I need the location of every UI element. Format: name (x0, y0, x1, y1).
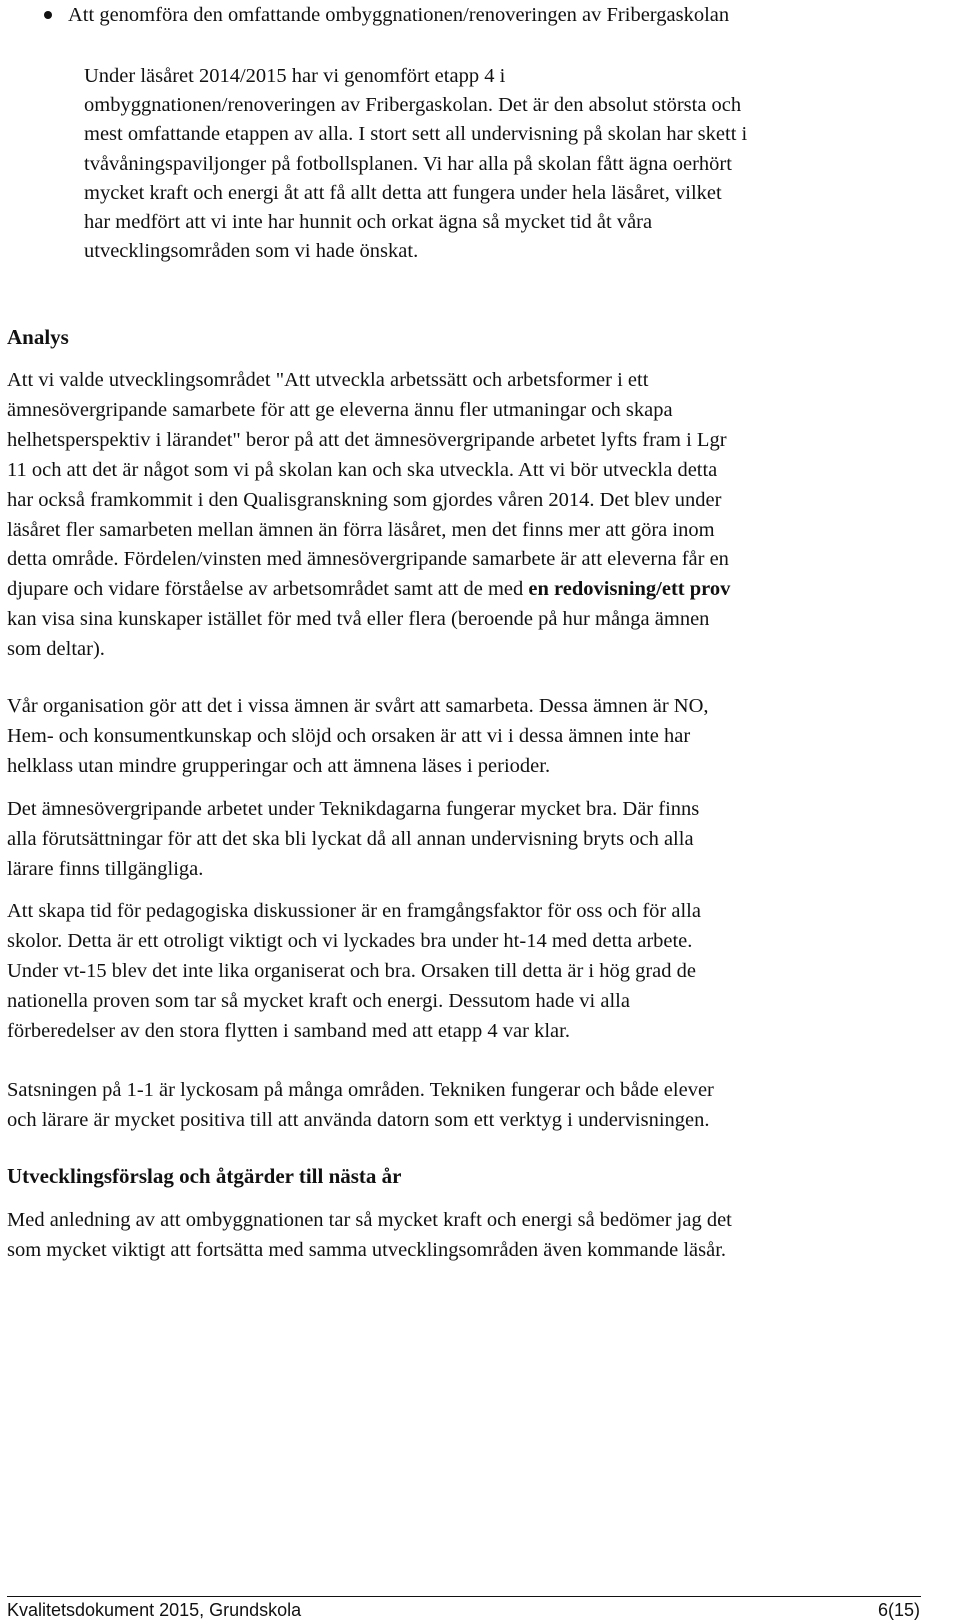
text-line: har medfört att vi inte har hunnit och orkat ägna så mycket tid åt våra (84, 211, 653, 234)
utveckling-heading: Utvecklingsförslag och åtgärder till nästa år (7, 1164, 402, 1188)
text-line: som mycket viktigt att fortsätta med samma utvecklingsområden även kommande läsår. (7, 1238, 727, 1261)
text-line: skolor. Detta är ett otroligt viktigt och vi lyckades bra under ht-14 med detta arbete. (7, 929, 693, 952)
footer-page-number: 6(15) (877, 1600, 920, 1620)
text-line: Att skapa tid för pedagogiska diskussioner är en framgångsfaktor för oss och för alla (7, 900, 701, 922)
intro-paragraph (84, 62, 944, 266)
text-line: kan visa sina kunskaper istället för med två eller flera (beroende på hur många ämnen (7, 608, 710, 631)
text-line: alla förutsättningar för att det ska bli lyckat då all annan undervisning bryts och alla (7, 827, 694, 850)
analys-paragraph-1 (7, 366, 947, 665)
text-line: Hem- och konsumentkunskap och slöjd och orsaken är att vi i dessa ämnen inte har (7, 724, 691, 747)
text-line: 11 och att det är något som vi på skolan kan och ska utveckla. Att vi bör utveckla detta (7, 458, 718, 481)
text-line: Att vi valde utvecklingsområdet "Att utveckla arbetssätt och arbetsformer i ett (7, 369, 649, 391)
footer-document-title: Kvalitetsdokument 2015, Grundskola (7, 1600, 302, 1620)
analys-paragraph-2 (7, 692, 947, 782)
text-line: helhetsperspektiv i lärandet" beror på att det ämnesövergripande arbetet lyfts fram i Lgr (7, 428, 727, 451)
text-line: förberedelser av den stora flytten i samband med att etapp 4 var klar. (7, 1019, 570, 1042)
analys-paragraph-4 (7, 897, 947, 1047)
text-line: Satsningen på 1-1 är lyckosam på många områden. Tekniken fungerar och både elever (7, 1079, 714, 1101)
text-line-mixed (7, 575, 947, 605)
text-line: Det ämnesövergripande arbetet under Teknikdagarna fungerar mycket bra. Där finns (7, 798, 700, 820)
text-line: Under vt-15 blev det inte lika organiserat och bra. Orsaken till detta är i hög grad de (7, 959, 696, 982)
text-line: och lärare är mycket positiva till att använda datorn som ett verktyg i undervisningen. (7, 1108, 710, 1131)
text-line: läsåret fler samarbeten mellan ämnen än förra läsåret, men det finns mer att göra inom (7, 518, 715, 541)
text-line: tvåvåningspaviljonger på fotbollsplanen. Vi har alla på skolan fått ägna oerhört (84, 152, 732, 175)
text-line: mycket kraft och energi åt att få allt detta att fungera under hela läsåret, vilket (84, 181, 722, 204)
text-line: nationella proven som tar så mycket kraft och energi. Dessutom hade vi alla (7, 989, 630, 1012)
text-line: mest omfattande etappen av alla. I stort sett all undervisning på skolan har skett i (84, 123, 748, 146)
text-line: som deltar). (7, 638, 105, 661)
text-line: helklass utan mindre grupperingar och att ämnena läses i perioder. (7, 754, 551, 777)
text-line: ombyggnationen/renoveringen av Fribergaskolan. Det är den absolut största och (84, 94, 742, 117)
text-line: utvecklingsområden som vi hade önskat. (84, 240, 419, 263)
text-line: ämnesövergripande samarbete för att ge eleverna ännu fler utmaningar och skapa (7, 398, 673, 421)
bullet-text: Att genomföra den omfattande ombyggnationen/renoveringen av Fribergaskolan (68, 4, 730, 26)
bullet-dot-icon (44, 11, 52, 19)
footer-divider (7, 1596, 921, 1597)
analys-paragraph-3 (7, 795, 947, 885)
utveckling-paragraph (7, 1206, 947, 1266)
text-line: detta område. Fördelen/vinsten med ämnesövergripande samarbete är att eleverna får en (7, 548, 729, 571)
text-line: Under läsåret 2014/2015 har vi genomfört etapp 4 i (84, 65, 506, 87)
text-line: Vår organisation gör att det i vissa ämnen är svårt att samarbeta. Dessa ämnen är NO, (7, 695, 709, 717)
text-line: lärare finns tillgängliga. (7, 857, 204, 880)
analys-heading: Analys (7, 325, 69, 349)
text-line: har också framkommit i den Qualisgranskning som gjordes våren 2014. Det blev under (7, 488, 722, 511)
bold-phrase: en redovisning/ett prov (528, 578, 731, 601)
text-run: djupare och vidare förståelse av arbetsområdet samt att de med (7, 578, 529, 601)
analys-paragraph-5 (7, 1076, 947, 1136)
text-line: Med anledning av att ombyggnationen tar så mycket kraft och energi så bedömer jag det (7, 1209, 732, 1231)
